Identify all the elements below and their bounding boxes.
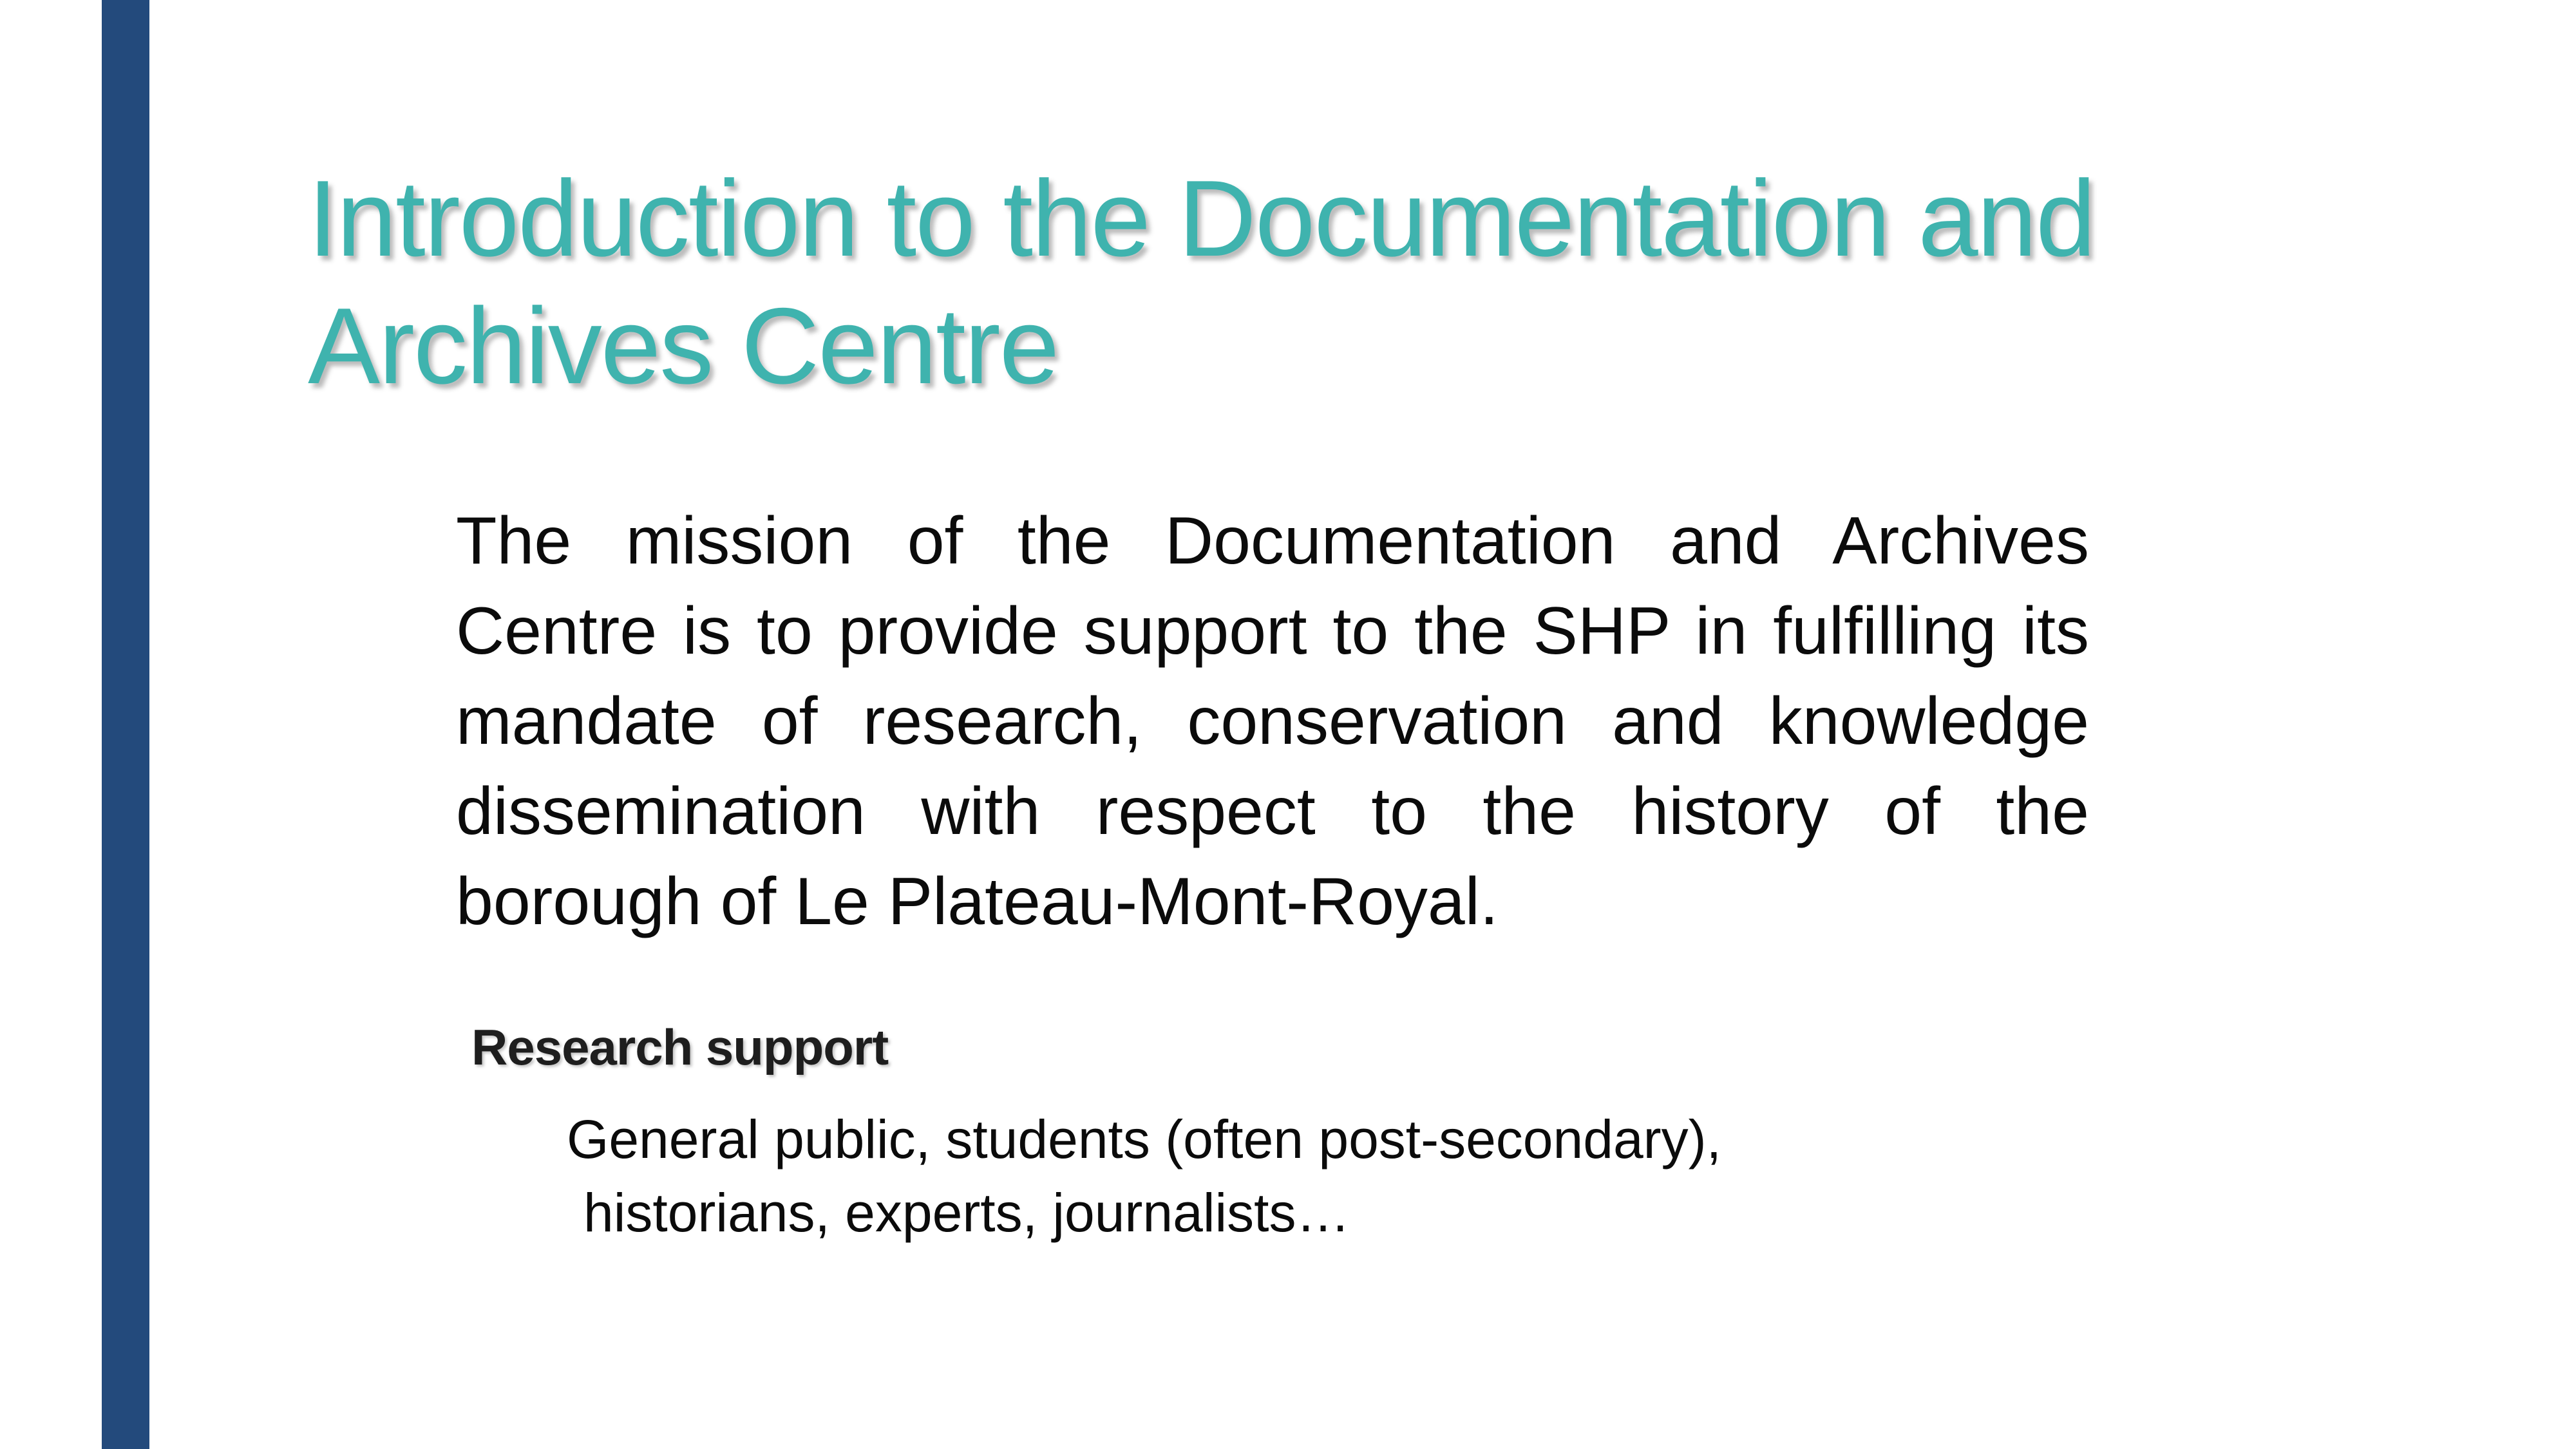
audience-line-1: General public, students (often post-secondary), bbox=[567, 1109, 1721, 1170]
slide-title: Introduction to the Documentation and Archives Centre bbox=[308, 158, 2095, 406]
mission-paragraph: The mission of the Documentation and Archives Centre is to provide support to the SHP in fulfilling its mandate of research, conservation and knowledge dissemination with respect to the history of the borough of Le Plateau-Mont-Royal. bbox=[456, 504, 2089, 939]
section-heading-research-support: Research support bbox=[471, 1019, 889, 1075]
accent-bar bbox=[102, 0, 149, 1449]
research-support-audience bbox=[567, 1103, 1984, 1249]
audience-line-2: historians, experts, journalists… bbox=[583, 1182, 1350, 1243]
